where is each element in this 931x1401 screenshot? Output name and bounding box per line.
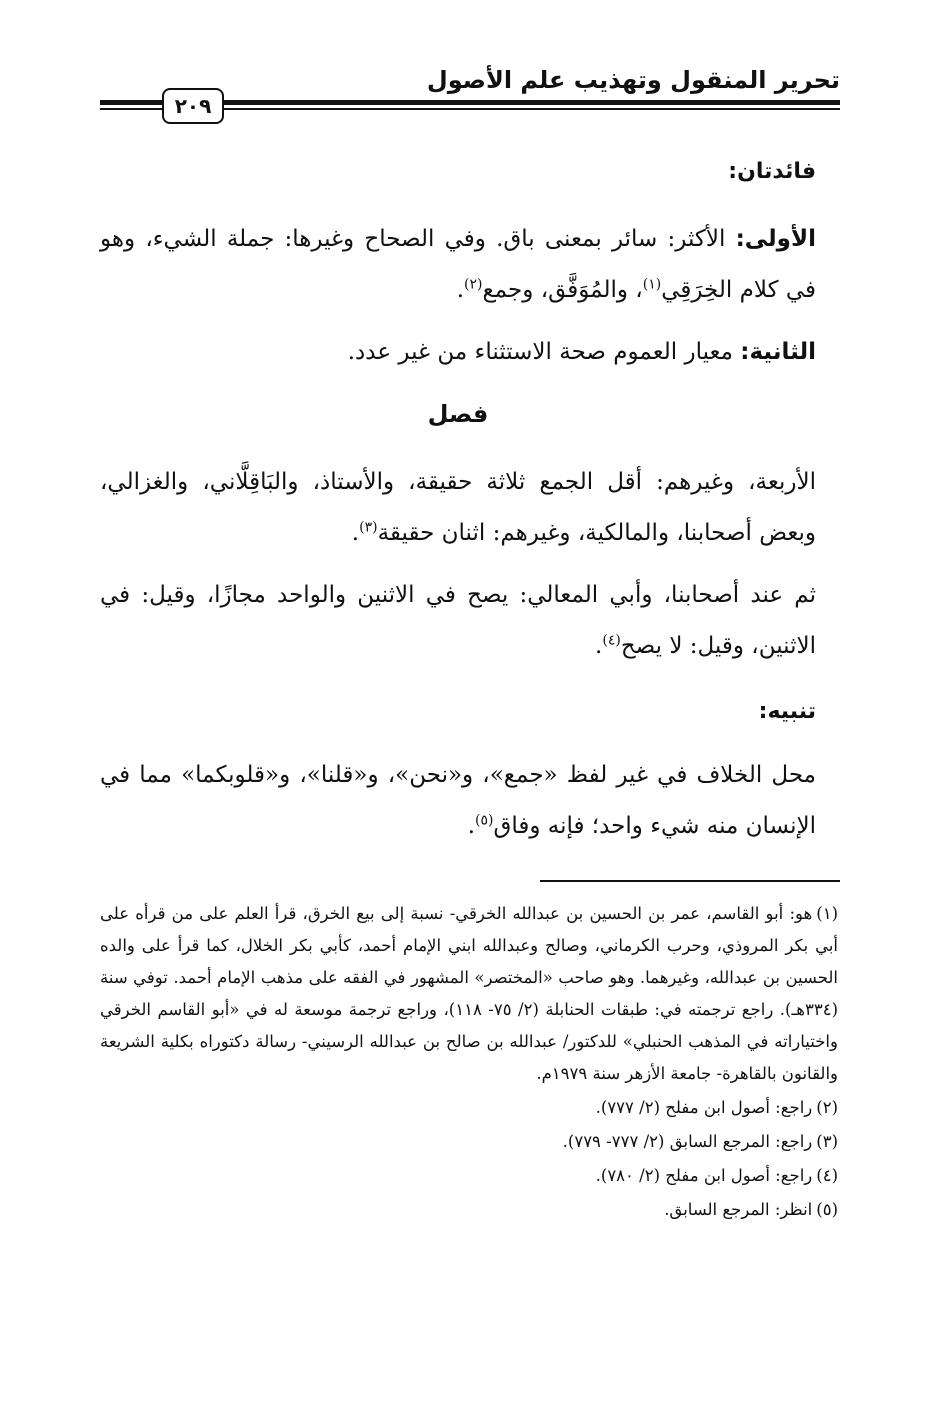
paragraph-text: ، والمُوَفَّق، وجمع (482, 277, 643, 303)
heading-two-benefits: فائدتان: (728, 159, 816, 184)
footnote-marker: (٥) (816, 1200, 838, 1219)
paragraph-text: معيار العموم صحة الاستثناء من غير عدد. (347, 339, 733, 365)
paragraph-text: ثم عند أصحابنا، وأبي المعالي: يصح في الاثنين والواحد مجازًا، وقيل: في الاثنين، وقيل: لا يصح (100, 582, 816, 659)
paragraph-lead: الثانية: (740, 339, 816, 365)
footnote-text: راجع: أصول ابن مفلح (٢/ ٧٧٧). (595, 1098, 813, 1117)
paragraph-text: الأربعة، وغيرهم: أقل الجمع ثلاثة حقيقة، والأستاذ، والبَاقِلَّاني، والغزالي، وبعض أصحابنا، والمالكية، وغيرهم: اثنان حقيقة (100, 469, 816, 546)
footnote (100, 898, 838, 1090)
footnote-ref: (٤) (602, 632, 621, 649)
footnote-ref: (٣) (359, 519, 378, 536)
footnote-ref: (١) (642, 276, 662, 293)
footnote-ref: (٢) (464, 276, 483, 293)
footnote-text: راجع: المرجع السابق (٢/ ٧٧٧- ٧٧٩). (562, 1132, 813, 1151)
footnote-divider (540, 880, 840, 882)
footnote (100, 1194, 838, 1226)
paragraph-end: . (467, 813, 475, 839)
paragraph-text: الأكثر: سائر بمعنى باق. وفي الصحاح وغيرها: جملة الشيء، وهو في كلام الخِرَقِي (100, 226, 816, 303)
footnote (100, 1160, 838, 1192)
footnote-marker: (٣) (816, 1132, 838, 1151)
footnote-text: هو: أبو القاسم، عمر بن الحسين بن عبدالله الخرقي- نسبة إلى بيع الخرق، قرأ العلم على من قرأه على أبي بكر المروذي، وحرب الكرماني، وصالح وعبدالله ابني الإمام أحمد، كأبي بكر الخلال، كما قرأ على والده الحسين بن عبدالله، وغيرهما. وهو صاحب «المختصر» المشهور في الفقه على مذهب الإمام أحمد. توفي سنة (٣٣٤هـ). راجع ترجمته في: طبقات الحنابلة (٢/ ٧٥- ١١٨)، وراجع ترجمة موسعة له في «أبو القاسم الخرقي واختياراته في المذهب الحنبلي» للدكتور/ عبدالله بن صالح بن عبدالله الرسيني- رسالة دكتوراه بكلية الشريعة والقانون بالقاهرة- جامعة الأزهر سنة ١٩٧٩م. (100, 904, 839, 1083)
footnote-marker: (٤) (816, 1166, 838, 1185)
paragraph-lead: الأولى: (735, 226, 816, 252)
footnote-ref: (٥) (475, 812, 494, 829)
footnote-text: راجع: أصول ابن مفلح (٢/ ٧٨٠). (595, 1166, 813, 1185)
running-title: تحرير المنقول وتهذيب علم الأصول (426, 66, 840, 94)
heading-note: تنبيه: (758, 699, 816, 724)
page-number: ٢٠٩ (162, 88, 224, 124)
paragraph-fourth (100, 570, 816, 672)
footnote (100, 1092, 838, 1124)
paragraph-end: . (456, 277, 465, 303)
paragraph-end: . (351, 520, 360, 546)
footnote-marker: (٢) (816, 1098, 838, 1117)
page-header (100, 64, 840, 124)
footnote (100, 1126, 838, 1158)
footnotes (100, 898, 838, 1228)
footnote-text: انظر: المرجع السابق. (664, 1200, 813, 1219)
heading-chapter: فصل (427, 400, 489, 428)
paragraph-fifth (100, 750, 816, 852)
footnote-marker: (١) (816, 904, 838, 923)
paragraph-third (100, 457, 816, 559)
paragraph-end: . (595, 633, 603, 659)
paragraph-second (100, 327, 816, 378)
paragraph-first (100, 214, 816, 316)
paragraph-text: محل الخلاف في غير لفظ «جمع»، و«نحن»، و«قلنا»، و«قلوبكما» مما في الإنسان منه شيء واحد؛ فإنه وفاق (100, 762, 816, 839)
